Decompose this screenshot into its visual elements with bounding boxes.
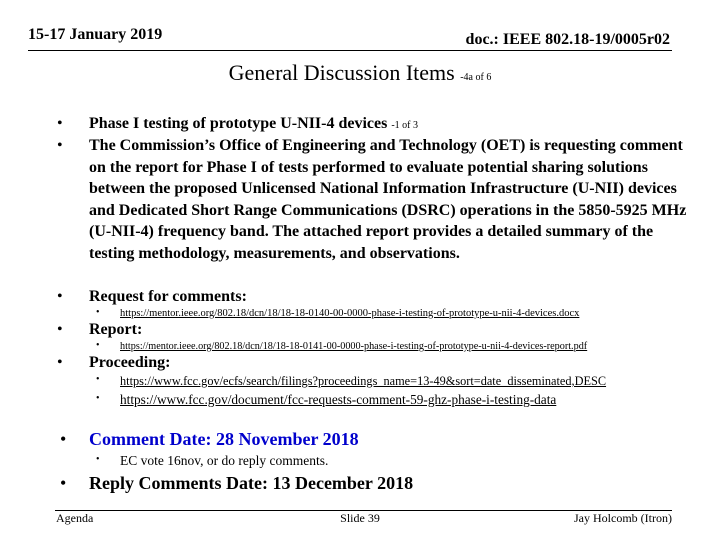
- bullet-dot: •: [57, 137, 63, 154]
- request-link[interactable]: https://mentor.ieee.org/802.18/dcn/18/18-18-0140-00-0000-phase-i-testing-of-prototype-u-nii-4-devices.docx: [120, 308, 580, 319]
- slide-title-suffix: -4a of 6: [460, 72, 492, 83]
- footer-author: Jay Holcomb (Itron): [574, 511, 672, 525]
- bullet-dot: •: [57, 288, 63, 305]
- commission-text: The Commission’s Office of Engineering and Technology (OET) is requesting comment on the report for Phase I of tests performed to evaluate potential sharing solutions between the proposed Unlicensed National Information Infrastructure (U-NII) devices and Dedicated Short Range Communications (DSRC) operations in the 5850-5925 MHz (U-NII-4) frequency band. The attached report provides a detailed summary of the testing methodology, measurements, and observations.: [89, 137, 687, 262]
- bullet-dot: •: [57, 321, 63, 338]
- bullet-dot: •: [96, 454, 100, 465]
- footer-left: Agenda: [56, 511, 94, 525]
- phase-suffix: -1 of 3: [391, 120, 419, 131]
- slide-title-main: General Discussion Items: [228, 60, 455, 85]
- slide-title: [0, 60, 720, 86]
- header-date: 15-17 January 2019: [28, 26, 163, 43]
- bullet-dot: •: [60, 429, 67, 449]
- report-link[interactable]: https://mentor.ieee.org/802.18/dcn/18/18-18-0141-00-0000-phase-i-testing-of-prototype-u-nii-4-devices-report.pdf: [120, 341, 588, 352]
- ec-vote-note: EC vote 16nov, or do reply comments.: [120, 453, 329, 468]
- header-divider: [28, 50, 672, 51]
- footer-slide-number: Slide 39: [340, 511, 380, 525]
- bullet-dot: •: [96, 374, 100, 385]
- request-label: Request for comments:: [89, 288, 247, 305]
- bullet-dot: •: [96, 340, 100, 351]
- comment-date: Comment Date: 28 November 2018: [89, 429, 359, 449]
- bullet-dot: •: [57, 115, 63, 132]
- bullet-dot: •: [60, 473, 67, 493]
- report-label: Report:: [89, 321, 143, 338]
- phase-text: [89, 113, 689, 137]
- header-doc-id: doc.: IEEE 802.18-19/0005r02: [465, 31, 670, 48]
- phase-label: Phase I testing of prototype U-NII-4 devices: [89, 115, 388, 132]
- bullet-dot: •: [96, 307, 100, 318]
- proceeding-link-1[interactable]: https://www.fcc.gov/ecfs/search/filings?proceedings_name=13-49&sort=date_disseminated,DESC: [120, 374, 607, 388]
- bullet-dot: •: [57, 354, 63, 371]
- reply-date: Reply Comments Date: 13 December 2018: [89, 473, 414, 493]
- proceeding-link-2[interactable]: https://www.fcc.gov/document/fcc-requests-comment-59-ghz-phase-i-testing-data: [120, 392, 557, 407]
- bullet-dot: •: [96, 393, 100, 404]
- proceeding-label: Proceeding:: [89, 354, 171, 371]
